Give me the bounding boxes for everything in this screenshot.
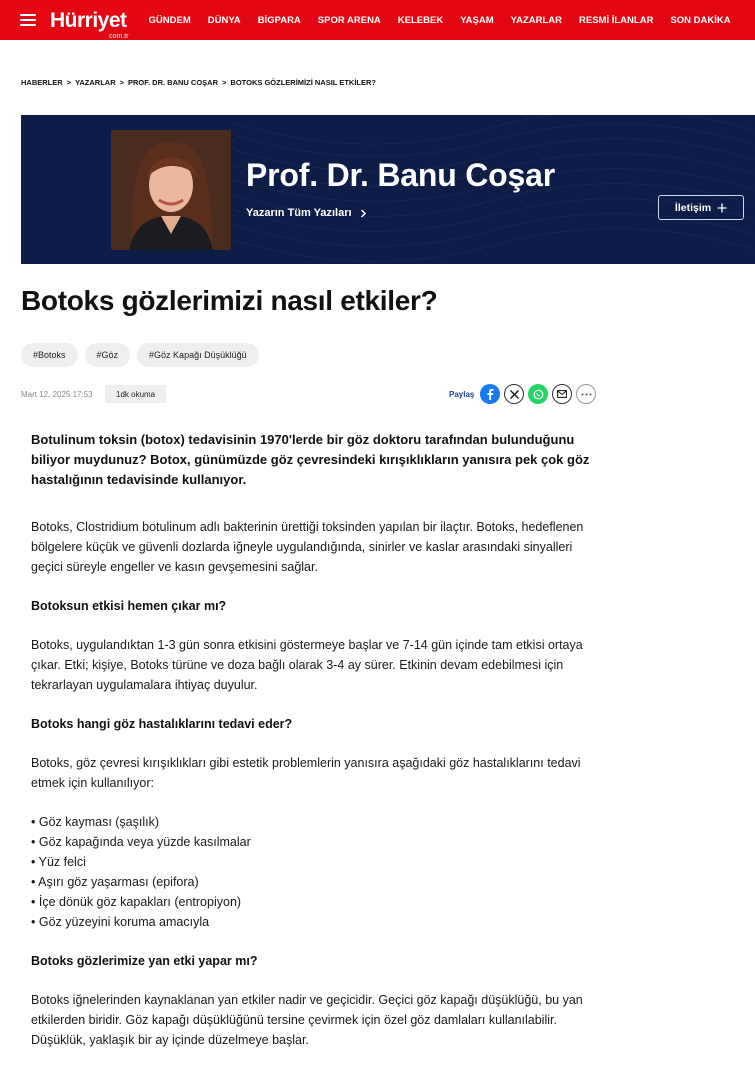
- article-paragraph: Botoks, Clostridium botulinum adlı bakterinin ürettiği toksinden yapılan bir ilaçtır. Botoks, hedeflenen bölgelere küçük ve güvenli dozlarda iğneyle uygulandığında, sinirler ve kaslar arasındaki sinyalleri geçici süreyle engeller ve kasın gevşemesini sağlar.: [31, 520, 584, 574]
- article-subheading: Botoks hangi göz hastalıklarını tedavi eder?: [31, 717, 293, 731]
- list-item: • Göz kapağında veya yüzde kasılmalar: [31, 832, 591, 852]
- list-item: • Göz yüzeyini koruma amacıyla: [31, 912, 591, 932]
- menu-icon[interactable]: [20, 14, 36, 26]
- nav-item-gundem[interactable]: GÜNDEM: [148, 14, 191, 26]
- author-name: Prof. Dr. Banu Coşar: [246, 157, 555, 193]
- nav-item-bigpara[interactable]: BİGPARA: [257, 14, 301, 26]
- disease-list: [31, 812, 591, 932]
- breadcrumb-separator: >: [119, 78, 125, 87]
- share-label: Paylaş: [449, 389, 475, 399]
- breadcrumb-item-current: BOTOKS GÖZLERİMİZİ NASIL ETKİLER?: [230, 78, 376, 87]
- breadcrumb-item-author[interactable]: PROF. DR. BANU COŞAR: [128, 78, 219, 87]
- author-all-posts-label: Yazarın Tüm Yazıları: [246, 207, 352, 219]
- contact-button[interactable]: [658, 195, 744, 220]
- article-subheading: Botoks gözlerimize yan etki yapar mı?: [31, 954, 258, 968]
- list-item: • Aşırı göz yaşarması (epifora): [31, 872, 591, 892]
- article-title: Botoks gözlerimizi nasıl etkiler?: [21, 285, 438, 316]
- x-icon[interactable]: [504, 384, 524, 404]
- nav-item-resmi-ilanlar[interactable]: RESMİ İLANLAR: [579, 14, 654, 26]
- read-time-badge: 1dk okuma: [105, 385, 166, 403]
- tag-goz[interactable]: #Göz: [85, 343, 131, 367]
- nav-item-dunya[interactable]: DÜNYA: [207, 14, 241, 26]
- article-paragraph: Botoks, uygulandıktan 1-3 gün sonra etkisini göstermeye başlar ve 7-14 gün içinde tam etkisi ortaya çıkar. Etki; kişiye, Botoks türüne ve doza bağlı olarak 3-4 ay sürer. Etkinin devam edebilmesi için tekrarlayan uygulamalara ihtiyaç duyulur.: [31, 638, 583, 692]
- author-all-posts-link[interactable]: [246, 207, 367, 219]
- article-paragraph: Botoks iğnelerinden kaynaklanan yan etkiler nadir ve geçicidir. Geçici göz kapağı düşüklüğü, bu yan etkilerden biridir. Göz kapağı düşüklüğünü tersine çevirmek için özel göz damlaları kullanılabilir. Düşüklük, yaklaşık bir ay içinde düzelmeye başlar.: [31, 993, 583, 1047]
- mail-icon[interactable]: [552, 384, 572, 404]
- list-item: • Göz kayması (şaşılık): [31, 812, 591, 832]
- contact-button-label: İletişim: [674, 201, 712, 214]
- list-item: • İçe dönük göz kapakları (entropiyon): [31, 892, 591, 912]
- facebook-icon[interactable]: [480, 384, 500, 404]
- top-nav-bar: [0, 0, 755, 40]
- tag-botoks[interactable]: #Botoks: [21, 343, 78, 367]
- nav-item-yazarlar[interactable]: YAZARLAR: [510, 14, 563, 26]
- article-lead: Botulinum toksin (botox) tedavisinin 1970'lerde bir göz doktoru tarafından bulunduğunu biliyor muydunuz? Botox, günümüzde göz çevresindeki kırışıklıkların yanısıra pek çok göz hastalığının tedavisinde kullanıyor.: [31, 432, 590, 487]
- article-subheading: Botoksun etkisi hemen çıkar mı?: [31, 599, 227, 613]
- breadcrumb: [21, 78, 376, 87]
- chevron-right-icon: [360, 209, 367, 218]
- nav-item-yasam[interactable]: YAŞAM: [460, 14, 494, 26]
- article-paragraph: Botoks, göz çevresi kırışıklıkları gibi estetik problemlerin yanısıra aşağıdaki göz hastalıklarını tedavi etmek için kullanılıyor:: [31, 756, 581, 790]
- article-body: [31, 430, 591, 1069]
- nav-item-kelebek[interactable]: KELEBEK: [397, 14, 444, 26]
- tag-list: [21, 343, 259, 367]
- share-bar: [449, 384, 596, 404]
- author-avatar[interactable]: [111, 130, 231, 250]
- breadcrumb-item-yazarlar[interactable]: YAZARLAR: [75, 78, 116, 87]
- main-nav: [149, 15, 748, 26]
- publish-date: Mart 12, 2025 17:53: [21, 390, 93, 399]
- breadcrumb-separator: >: [222, 78, 227, 87]
- breadcrumb-separator: >: [66, 78, 72, 87]
- breadcrumb-item-haberler[interactable]: HABERLER: [21, 78, 63, 87]
- list-item: • Yüz felci: [31, 852, 591, 872]
- plus-icon: [717, 203, 727, 213]
- nav-item-son-dakika[interactable]: SON DAKİKA: [670, 14, 731, 26]
- site-logo[interactable]: Hürriyet com.tr: [50, 8, 129, 40]
- author-banner: [21, 115, 755, 264]
- tag-goz-kapagi-dusuklugu[interactable]: #Göz Kapağı Düşüklüğü: [137, 343, 259, 367]
- whatsapp-icon[interactable]: [528, 384, 548, 404]
- more-icon[interactable]: [576, 384, 596, 404]
- nav-item-spor-arena[interactable]: SPOR ARENA: [317, 14, 381, 26]
